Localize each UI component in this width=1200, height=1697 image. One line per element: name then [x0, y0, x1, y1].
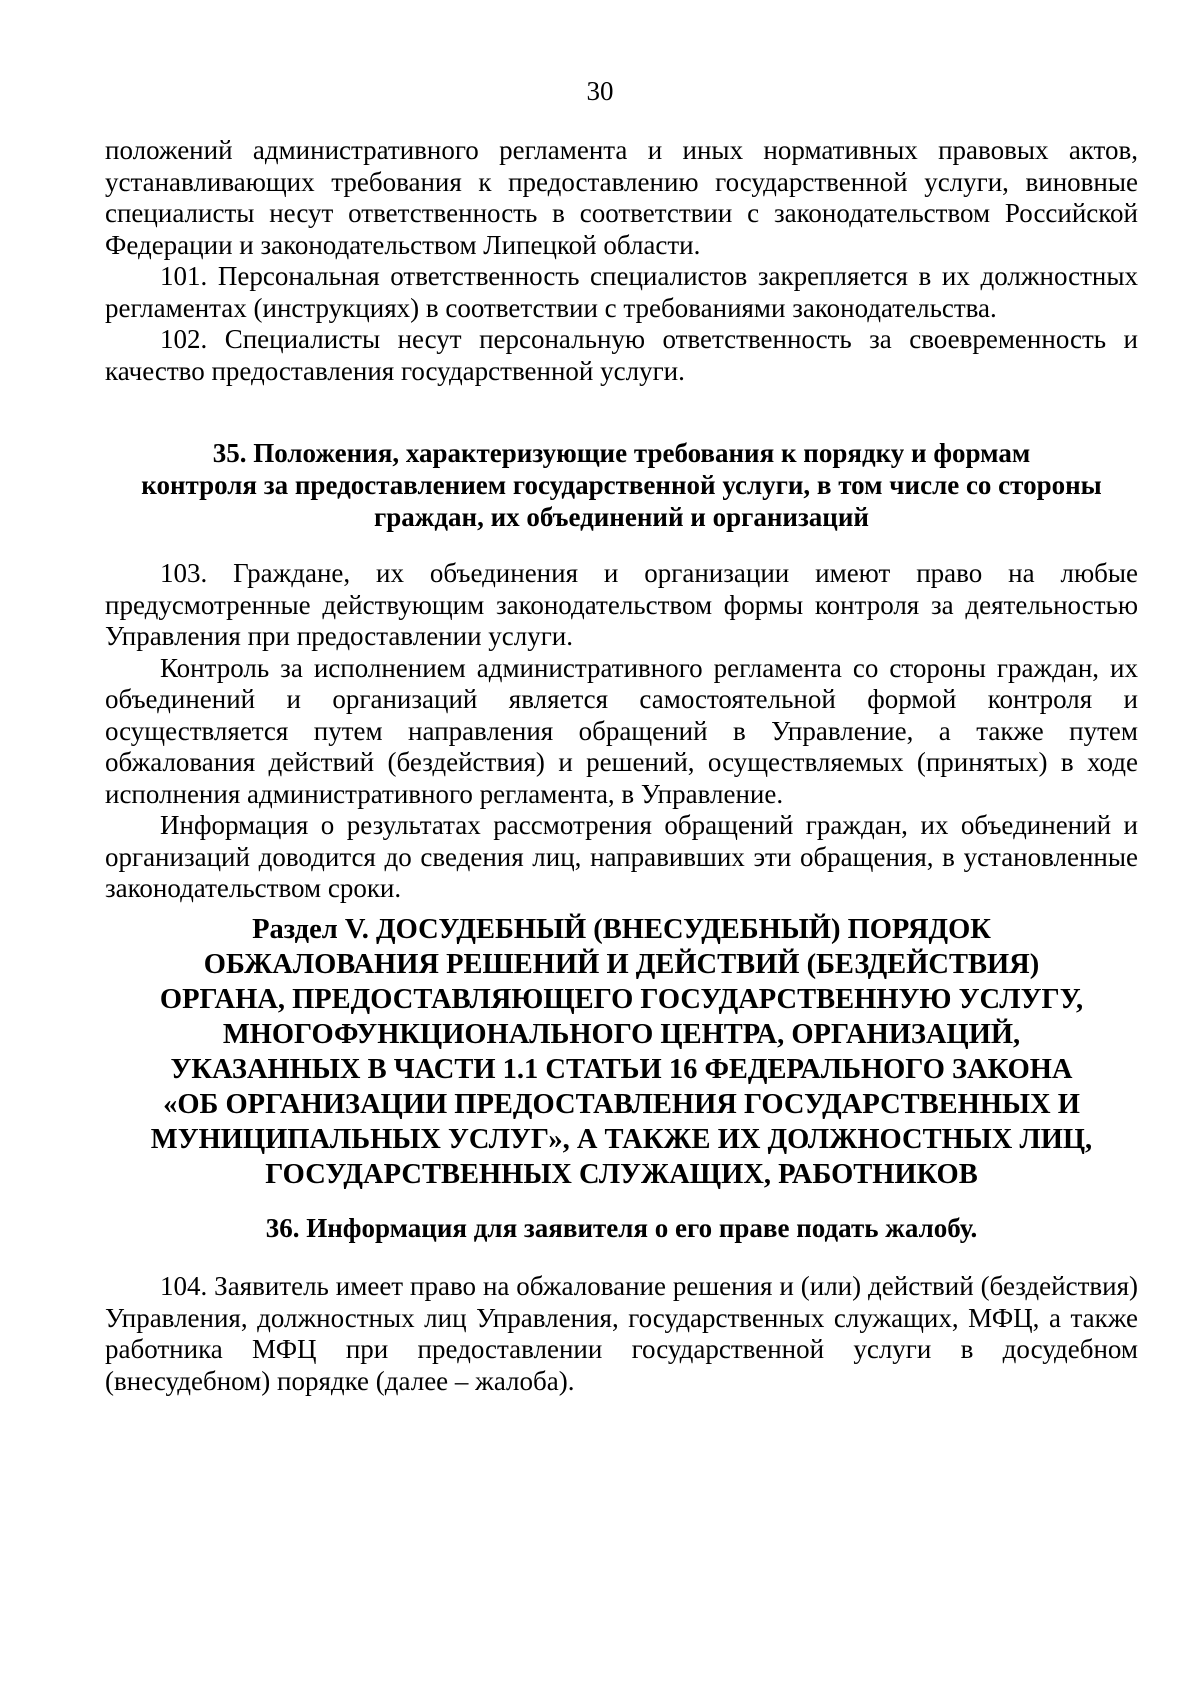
section-5-line: УКАЗАННЫХ В ЧАСТИ 1.1 СТАТЬИ 16 ФЕДЕРАЛЬНОГО ЗАКОНА [170, 1054, 1073, 1085]
section-5-line: «ОБ ОРГАНИЗАЦИИ ПРЕДОСТАВЛЕНИЯ ГОСУДАРСТВЕННЫХ И [163, 1089, 1080, 1120]
section-5-line: МУНИЦИПАЛЬНЫХ УСЛУГ», А ТАКЖЕ ИХ ДОЛЖНОСТНЫХ ЛИЦ, [150, 1124, 1093, 1155]
paragraph-102: 102. Специалисты несут персональную ответственность за своевременность и качество предоставления государственной услуги. [105, 324, 1138, 386]
heading-35-line: граждан, их объединений и организаций [374, 502, 869, 532]
paragraph-continuation: положений административного регламента и иных нормативных правовых актов, устанавливающих требования к предоставлению государственной услуги, виновные специалисты несут ответственность в соответствии с законодательством Российской Федерации и законодательством Липецкой области. [105, 135, 1138, 260]
paragraph-104: 104. Заявитель имеет право на обжалование решения и (или) действий (бездействия) Управления, должностных лиц Управления, государственных служащих, МФЦ, а также работника МФЦ при предоставлении государственной услуги в досудебном (внесудебном) порядке (далее – жалоба). [105, 1271, 1138, 1396]
text-block-complaint [105, 1271, 1138, 1397]
paragraph-103: 103. Граждане, их объединения и организации имеют право на любые предусмотренные действующим законодательством формы контроля за деятельностью Управления при предоставлении услуги. [105, 558, 1138, 651]
section-5-line: МНОГОФУНКЦИОНАЛЬНОГО ЦЕНТРА, ОРГАНИЗАЦИЙ, [222, 1019, 1021, 1050]
section-5-heading [105, 912, 1138, 1192]
heading-35-line: контроля за предоставлением государственной услуги, в том числе со стороны [141, 470, 1102, 500]
text-block-responsibility [105, 135, 1138, 387]
heading-35 [105, 437, 1138, 533]
heading-36 [105, 1212, 1138, 1244]
section-5-line: ОРГАНА, ПРЕДОСТАВЛЯЮЩЕГО ГОСУДАРСТВЕННУЮ УСЛУГУ, [159, 984, 1084, 1015]
section-5-line: ГОСУДАРСТВЕННЫХ СЛУЖАЩИХ, РАБОТНИКОВ [265, 1159, 978, 1190]
page-number: 30 [586, 76, 614, 106]
text-block-control [105, 558, 1138, 905]
heading-35-line: 35. Положения, характеризующие требования к порядку и формам [212, 438, 1031, 468]
paragraph-101: 101. Персональная ответственность специалистов закрепляется в их должностных регламентах (инструкциях) в соответствии с требованиями законодательства. [105, 261, 1138, 323]
section-5-line: Раздел V. ДОСУДЕБНЫЙ (ВНЕСУДЕБНЫЙ) ПОРЯДОК [252, 914, 991, 945]
paragraph-control: Контроль за исполнением административного регламента со стороны граждан, их объединений и организаций является самостоятельной формой контроля и осуществляется путем направления обращений в Управление, а также путем обжалования действий (бездействия) и решений, осуществляемых (принятых) в ходе исполнения административного регламента, в Управление. [105, 652, 1138, 809]
section-5-line: ОБЖАЛОВАНИЯ РЕШЕНИЙ И ДЕЙСТВИЙ (БЕЗДЕЙСТВИЯ) [203, 949, 1040, 980]
heading-36-line: 36. Информация для заявителя о его праве подать жалобу. [265, 1213, 978, 1243]
paragraph-information: Информация о результатах рассмотрения обращений граждан, их объединений и организаций доводится до сведения лиц, направивших эти обращения, в установленные законодательством сроки. [105, 810, 1138, 903]
